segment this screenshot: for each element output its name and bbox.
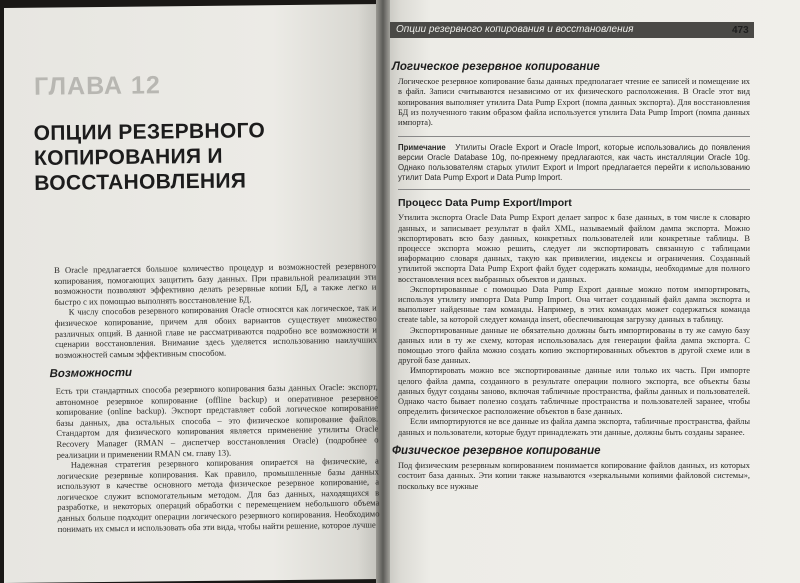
subsection-heading-datapump: Процесс Data Pump Export/Import (398, 197, 572, 210)
intro-paragraph: К числу способов резервного копирования Oracle относятся как логическое, так и физическое копирование, причем для обоих вариантов существует множество различных опций. В данной главе не рассматриваются подробно все возможности и сценарии восстановления. Внимание здесь уделяется использованию наилучших возможностей самым эффективным способом. (54, 302, 378, 360)
section-heading-physical: Физическое резервное копирование (392, 444, 601, 457)
datapump-paragraph: Импортировать можно все экспортированные данные или только их часть. При импорте целого файла дампа, созданного в результате операции полного экспорта, все объекты базы данных будут созданы заново, включая табличные пространства, файлы данных и пользователей. Однако часто бывает полезно создать табличные пространства и пользователей заранее, чтобы определить физическое расположение объектов в базе данных. (398, 366, 750, 417)
intro-paragraph: В Oracle предлагается большое количество процедур и возможностей резервного копирования, помогающих защитить базу данных. При правильной реализации эти возможности позволяют эффективно делать резервные копии БД, а также легко и быстро с их помощью выполнять восстановление БД. (54, 260, 377, 307)
right-page-body (392, 61, 750, 492)
datapump-paragraph: Экспортированные с помощью Data Pump Export данные можно потом импортировать, используя утилиту импорта Data Pump Import. Она читает созданный файл дампа экспорта и выполняет найденные там команды. Например, в этих командах может содержаться команда create table, за которой следует команда insert, обеспечивающая загрузку данных в таблицу. (398, 284, 750, 325)
chapter-number: ГЛАВА 12 (33, 71, 161, 101)
datapump-paragraph: Если импортируются не все данные из файла дампа экспорта, табличные пространства, файлы данных и пользователи, которые будут принадлежать эти данные, должны быть созданы заранее. (398, 417, 750, 437)
physical-paragraph: Под физическим резервным копированием понимается копирование файлов данных, из которых состоит база данных. Эти копии также называются «зеркальными копиями файловой системы», поскольку все нужные (398, 461, 750, 491)
note-text: Утилиты Oracle Export и Oracle Import, которые использовались до появления версии Oracle Database 10g, по-прежнему предлагаются, как часть инсталляции Oracle 10g. Однако пользователям старых утилит Export и Import предлагается перейти к использованию утилит Data Pump Export и Data Pump Import. (398, 143, 750, 183)
logical-paragraph: Логическое резервное копирование базы данных предполагает чтение ее записей и помещение их в файл. Записи считываются независимо от их физического расположения. В Oracle этот вид копирования выполняет утилита Data Pump Export (помпа данных экспорта). Для восстановления БД из полученного таким образом файла используется утилита Data Pump Import (помпа данных импорта). (398, 77, 750, 128)
note-label: Примечание (398, 143, 446, 153)
section-heading-features: Возможности (49, 367, 133, 381)
section-heading-logical: Логическое резервное копирование (392, 61, 600, 73)
section-paragraph: Надежная стратегия резервного копирования опирается на физические, а логические резервные копирования. Как правило, промышленные базы данных используют в качестве основного метода физическое резервное копирование, а логическое служит вспомогательным методом. Для баз данных, находящихся в разработке, и некоторых операций обработки с перемещением небольшого объема данных больше подходит операции логического резервного копирования. Необходимо понимать их смысл и использовать оба эти вида, чтобы найти решение, которое лучше (56, 455, 380, 534)
page-number: 473 (732, 25, 749, 36)
datapump-paragraph: Экспортированные данные не обязательно должны быть импортированы в ту же самую базу данных или в ту же схему, которая использовалась для генерации файла дампа экспорта. С помощью этого файла можно создать копию экспортированных объектов в другой схеме или в другой базе данных. (398, 325, 750, 366)
chapter-title: ОПЦИИ РЕЗЕРВНОГО КОПИРОВАНИЯ И ВОССТАНОВЛЕНИЯ (33, 119, 266, 196)
section-paragraph: Есть три стандартных способа резервного копирования базы данных Oracle: экспорт, автономное резервное копирование (offline backup) и оперативное резервное копирование (online backup). Экспорт представляет собой логическое копирование базы данных, два остальных способа – это физическое копирование файлов. Стандартом для физического копирования является применение утилиты Oracle Recovery Manager (RMAN – диспетчер восстановления Oracle) (подробнее о реализации и применении RMAN см. главу 13). (55, 381, 379, 460)
left-page-body (49, 260, 380, 535)
running-head: Опции резервного копирования и восстановления (390, 22, 754, 38)
note-box (398, 136, 750, 190)
datapump-paragraph: Утилита экспорта Oracle Data Pump Export делает запрос к базе данных, в том числе к словарю данных, и записывает результат в файл XML, называемый файлом дампа экспорта. Можно экспортировать всю базу данных, конкретных пользователей или конкретные таблицы. В процессе экспорта можно решить, следует ли экспортировать связанную с таблицами информацию словаря данных, такую как привилегии, индексы и ограничения. Созданный утилитой экспорта Data Pump Export файл будет содержать команды, необходимые для полного восстановления всех выбранных объектов и данных. (398, 213, 750, 284)
